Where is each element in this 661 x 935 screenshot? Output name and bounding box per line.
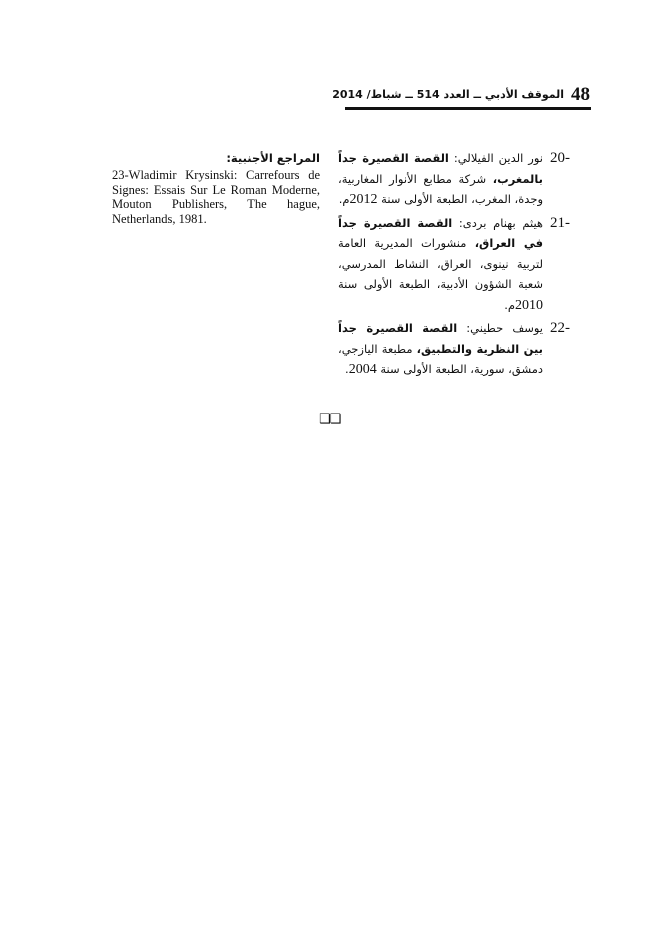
reference-end: . xyxy=(345,362,349,376)
foreign-reference-item: 23-Wladimir Krysinski: Carrefours de Signes: Essais Sur Le Roman Moderne, Mouton Publishers, The hague, Netherlands, 1981. xyxy=(112,168,320,226)
reference-number: 22- xyxy=(550,320,570,336)
foreign-references xyxy=(112,150,320,226)
reference-author: هيثم بهنام بردى: xyxy=(452,215,543,230)
foreign-references-heading: المراجع الأجنبية: xyxy=(226,151,320,165)
header-rule xyxy=(345,107,591,110)
reference-number: 20- xyxy=(550,150,570,166)
end-of-article-mark: ❑❑ xyxy=(319,412,341,427)
reference-author: يوسف حطيني: xyxy=(457,321,544,335)
reference-title: القصة القصيرة جداً بين النظرية والتطبيق، xyxy=(338,321,543,356)
reference-end: م. xyxy=(504,297,515,312)
reference-year: 2012 xyxy=(349,192,378,207)
reference-item xyxy=(338,148,570,211)
reference-end: م. xyxy=(338,192,350,206)
arabic-references xyxy=(338,148,570,383)
reference-publisher: شركة مطابع الأنوار المغاربية، وجدة، المغرب، الطبعة الأولى سنة xyxy=(338,171,543,206)
reference-author: نور الدين الفيلالي: xyxy=(448,151,543,165)
reference-title: القصة القصيرة جداً في العراق، xyxy=(338,215,543,250)
reference-item xyxy=(338,318,570,381)
reference-publisher: منشورات المديرية العامة لتربية نينوى، العراق، النشاط المدرسي، شعبة الشؤون الأدبية، الطبعة الأولى سنة xyxy=(338,236,543,291)
reference-title: القصة القصيرة جداً بالمغرب، xyxy=(338,151,543,186)
reference-year: 2010 xyxy=(515,297,543,313)
reference-item xyxy=(338,213,570,317)
reference-publisher: مطبعة اليازجي، دمشق، سورية، الطبعة الأولى سنة xyxy=(338,341,543,376)
running-title: الموقف الأدبي ــ العدد 514 ــ شباط/ 2014 xyxy=(332,88,564,101)
reference-number: 21- xyxy=(550,214,570,231)
page-header xyxy=(332,84,590,106)
reference-year: 2004 xyxy=(348,362,377,377)
page-number: 48 xyxy=(571,84,590,105)
